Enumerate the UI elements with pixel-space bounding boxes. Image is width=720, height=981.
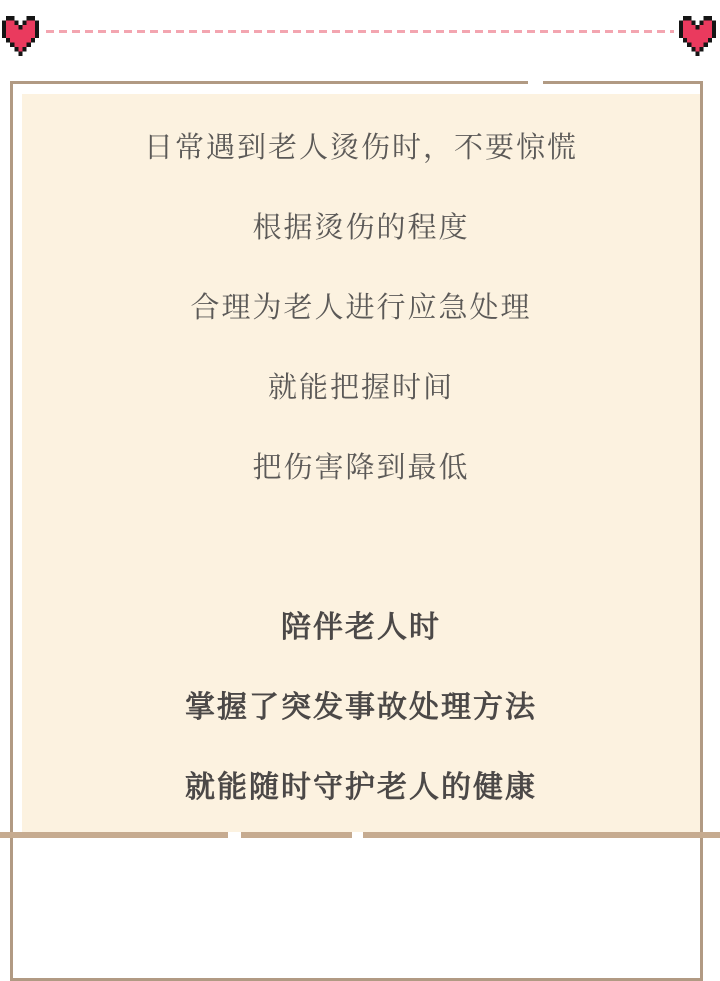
header-decoration bbox=[0, 0, 720, 60]
emphasis-line: 掌握了突发事故处理方法 bbox=[185, 690, 537, 725]
emphasis-line: 就能随时守护老人的健康 bbox=[185, 770, 537, 805]
intro-line: 根据烫伤的程度 bbox=[252, 210, 470, 244]
pixel-heart-icon bbox=[679, 16, 716, 56]
content-card bbox=[10, 81, 703, 981]
intro-paragraph bbox=[22, 94, 700, 507]
intro-line: 就能把握时间 bbox=[267, 370, 454, 404]
card-panel bbox=[22, 94, 700, 832]
intro-line: 日常遇到老人烫伤时，不要惊慌 bbox=[143, 130, 578, 164]
emphasis-line: 陪伴老人时 bbox=[281, 610, 441, 645]
card-border-notch bbox=[528, 81, 543, 84]
emphasis-paragraph bbox=[22, 588, 700, 828]
intro-line: 把伤害降到最低 bbox=[252, 450, 470, 484]
bar-notch bbox=[352, 832, 363, 838]
pixel-heart-icon bbox=[2, 16, 39, 56]
dashed-divider-line bbox=[46, 30, 674, 33]
intro-line: 合理为老人进行应急处理 bbox=[190, 290, 532, 324]
bar-notch bbox=[228, 832, 241, 838]
bottom-divider-bar bbox=[0, 832, 720, 838]
